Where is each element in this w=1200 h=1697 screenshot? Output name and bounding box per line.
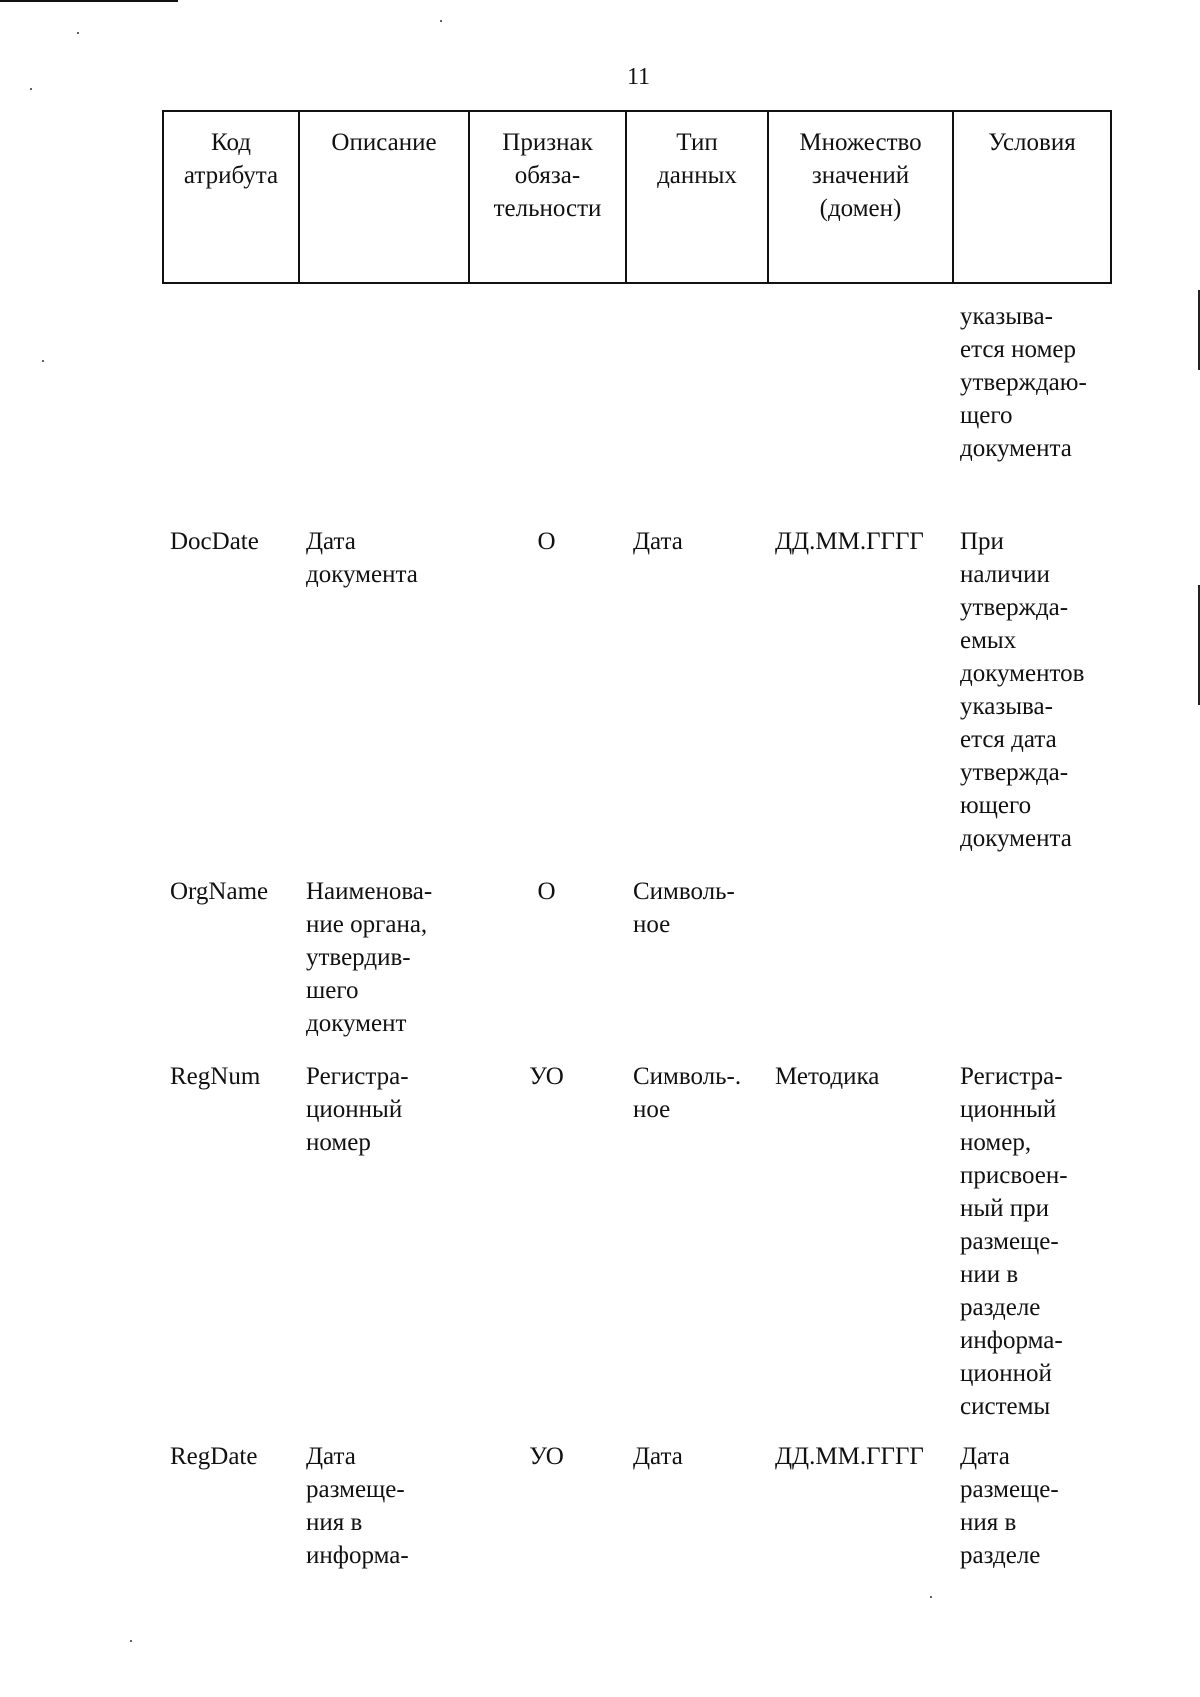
table-row bbox=[162, 525, 1110, 875]
cell-code: RegDate bbox=[170, 1443, 258, 1470]
cell-required: УО bbox=[529, 1063, 564, 1090]
cell-type bbox=[625, 300, 767, 525]
table-row bbox=[162, 300, 1110, 525]
page-number: 11 bbox=[626, 64, 651, 90]
header-attribute-code: Код атрибута bbox=[163, 111, 299, 283]
table-row bbox=[162, 875, 1110, 1060]
cell-description: Дата размеще- ния в информа- bbox=[306, 1443, 409, 1569]
header-description: Описание bbox=[299, 111, 469, 283]
scan-speck bbox=[130, 1640, 132, 1642]
cell-code: DocDate bbox=[170, 528, 259, 555]
cell-code: OrgName bbox=[170, 878, 269, 905]
cell-type: Дата bbox=[633, 1443, 683, 1470]
header-value-domain: Множество значений (домен) bbox=[768, 111, 953, 283]
cell-type: Символь- ное bbox=[633, 878, 735, 938]
cell-code: RegNum bbox=[170, 1063, 261, 1090]
cell-type: Символь-. ное bbox=[633, 1063, 742, 1123]
header-data-type: Тип данных bbox=[626, 111, 768, 283]
cell-domain: Методика bbox=[775, 1063, 880, 1090]
attribute-table-body bbox=[162, 300, 1110, 1590]
cell-description: Наименова- ние органа, утвердив- шего документ bbox=[306, 878, 433, 1037]
cell-domain: ДД.ММ.ГГГГ bbox=[775, 528, 924, 555]
cell-conditions: Регистра- ционный номер, присвоен- ный при размеще- нии в разделе информа- ционной системы bbox=[960, 1063, 1068, 1420]
cell-domain bbox=[767, 300, 952, 525]
cell-description bbox=[298, 300, 468, 525]
scan-speck bbox=[440, 20, 442, 22]
cell-conditions: указыва- ется номер утверждаю- щего документа bbox=[960, 303, 1087, 462]
attribute-table-header bbox=[162, 110, 1112, 284]
header-required-flag: Признак обяза- тельности bbox=[469, 111, 626, 283]
cell-required: О bbox=[537, 878, 556, 905]
cell-code bbox=[162, 300, 298, 525]
scan-speck bbox=[77, 32, 79, 34]
cell-required: УО bbox=[529, 1443, 564, 1470]
header-conditions: Условия bbox=[953, 111, 1111, 283]
cell-domain bbox=[767, 875, 952, 1060]
top-rule bbox=[0, 0, 178, 2]
scan-speck bbox=[930, 1596, 932, 1598]
cell-conditions: При наличии утвержда- емых документов указыва- ется дата утвержда- ющего документа bbox=[960, 528, 1085, 852]
cell-description: Регистра- ционный номер bbox=[306, 1063, 409, 1156]
cell-type: Дата bbox=[633, 528, 683, 555]
table-row bbox=[162, 1060, 1110, 1440]
cell-required: О bbox=[537, 528, 556, 555]
table-row bbox=[162, 1440, 1110, 1590]
cell-required bbox=[468, 300, 625, 525]
cell-description: Дата документа bbox=[306, 528, 418, 588]
cell-conditions bbox=[952, 875, 1110, 1060]
cell-conditions: Дата размеще- ния в разделе bbox=[960, 1443, 1059, 1569]
scan-speck bbox=[42, 360, 44, 362]
cell-domain: ДД.ММ.ГГГГ bbox=[775, 1443, 924, 1470]
